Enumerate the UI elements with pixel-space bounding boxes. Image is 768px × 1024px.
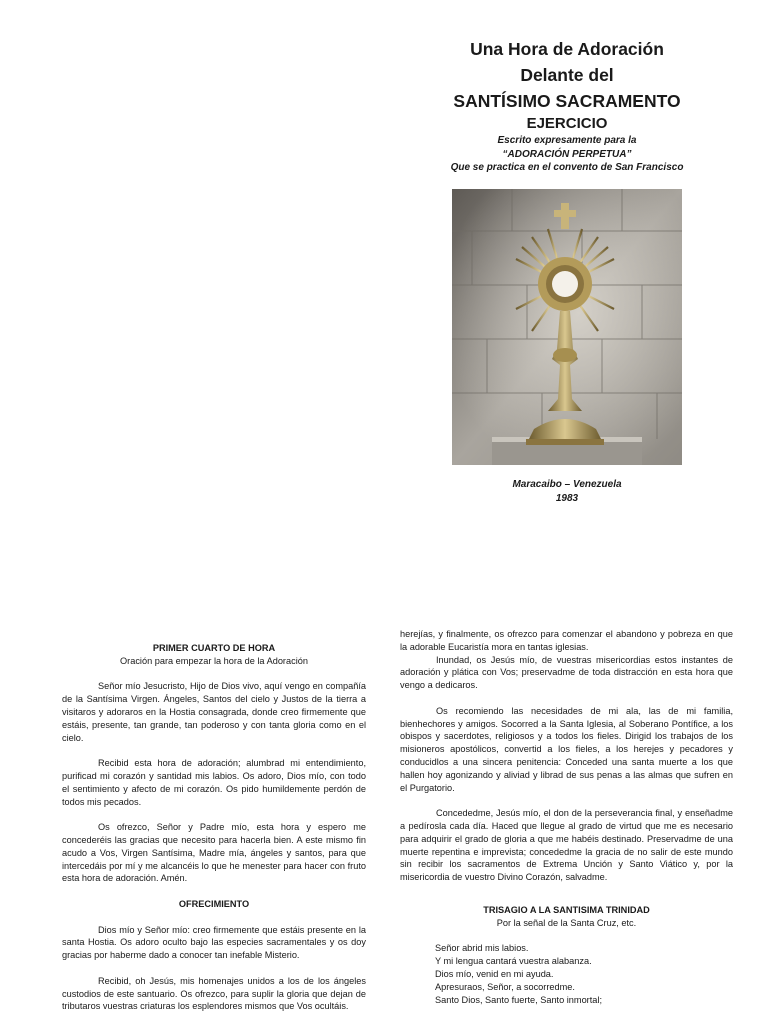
right-text-column [400, 628, 733, 1006]
subheading-senal: Por la señal de la Santa Cruz, etc. [496, 917, 637, 928]
monstrance-photo [452, 189, 682, 465]
paragraph: herejías, y finalmente, os ofrezco para comenzar el abandono y pobreza en que la adorable Eucaristía mora en tantas iglesias. [400, 629, 733, 652]
subtitle-line-3: Que se practica en el convento de San Francisco [450, 162, 684, 173]
place-and-year [452, 478, 682, 506]
subtitle-line-2: “ADORACIÓN PERPETUA” [502, 148, 632, 160]
paragraph: Concededme, Jesús mío, el don de la perseverancia final, y enseñadme a pedírosla cada día. Haced que llegue al grado de virtud que me es necesario para adquirir el grado de gloria a que me habéis destinado. Preservadme de una muerte repentina e imprevista; concededme la gracia de no salir de este mundo sin recibir los sacramentos de Extrema Unción y Santo Viático y, por la misericordia de vuestro Divino Corazón, salvadme. [400, 808, 733, 883]
cover-title-block [440, 36, 694, 175]
prayer-line: Señor abrid mis labios. [435, 943, 529, 954]
prayer-line: Y mi lengua cantará vuestra alabanza. [435, 956, 592, 967]
title-line-2: Delante del [520, 65, 614, 85]
paragraph: Recibid, oh Jesús, mis homenajes unidos a los de los ángeles custodios de este santuario. Os ofrezco, para suplir la gloria que dejan de tributaros vuestras criaturas los esplendores mismos que Vos ocultáis. [62, 975, 366, 1012]
paragraph: Señor mío Jesucristo, Hijo de Dios vivo, aquí vengo en compañía de la Santísima Virgen. Ángeles, Santos del cielo y Justos de la tierra a visitaros y adoraros en la Hostia consagrada, donde creo firmemente que estáis, presente, tan grande, tan poderoso y con tanta gloria como en el cielo. [62, 681, 366, 743]
paragraph: Os recomiendo las necesidades de mi ala, las de mi familia, bienhechores y amigos. Socorred a la Santa Iglesia, al Soberano Pontífice, a los obispos y sacerdotes, religiosos y a todos los fieles. Dirigid los trabajos de los misioneros apostólicos, convertid a los fieles, a los herejes y pecadores y conducidlos a una sincera penitencia: Conceded una santa muerte a los que hallen hoy agonizando y aliviad y librad de sus penas a las almas que sufren en el Purgatorio. [400, 705, 733, 793]
subheading-oracion: Oración para empezar la hora de la Adoración [120, 655, 308, 666]
title-line-4: EJERCICIO [526, 115, 608, 132]
heading-ofrecimiento: OFRECIMIENTO [178, 898, 250, 909]
paragraph: Recibid esta hora de adoración; alumbrad mi entendimiento, purificad mi corazón y santidad mis labios. Os adoro, Dios mío, con todo el sentimiento y afecto de mi corazón. Os pido humildemente perdón de todos mis pecados. [62, 758, 366, 807]
place-label: Maracaibo – Venezuela [512, 479, 622, 490]
prayer-line: Apresuraos, Señor, a socorredme. [435, 981, 575, 992]
year-label: 1983 [555, 493, 579, 504]
left-text-column [62, 642, 366, 1013]
prayer-lines [400, 942, 733, 1006]
title-line-1: Una Hora de Adoración [470, 39, 664, 59]
paragraph: Dios mío y Señor mío: creo firmemente que estáis presente en la santa Hostia. Os adoro oculto bajo las especies sacramentales y os doy gracias por haberme dado a conocer tan inefable Misterio. [62, 924, 366, 961]
subtitle-line-1: Escrito expresamente para la [497, 135, 637, 146]
prayer-line: Dios mío, venid en mi ayuda. [435, 968, 554, 979]
heading-trisagio: TRISAGIO A LA SANTISIMA TRINIDAD [483, 904, 650, 915]
title-line-3: SANTÍSIMO SACRAMENTO [453, 91, 681, 111]
paragraph: Inundad, os Jesús mío, de vuestras misericordias estos instantes de adoración y plática con Vos; preservadme de toda distracción en esta hora que vengo a dedicaros. [400, 654, 733, 691]
paragraph: Os ofrezco, Señor y Padre mío, esta hora y espero me concederéis las gracias que necesito para hacerla bien. A este mismo fin acudo a Vos, Virgen Santísima, Madre mía, ángeles y santos, para que intercedáis por mí y me alcancéis lo que he menester para hacer con fruto esta hora de adoración. Amén. [62, 822, 366, 884]
heading-primer-cuarto: PRIMER CUARTO DE HORA [152, 643, 276, 653]
prayer-line: Santo Dios, Santo fuerte, Santo inmortal; [435, 994, 602, 1005]
